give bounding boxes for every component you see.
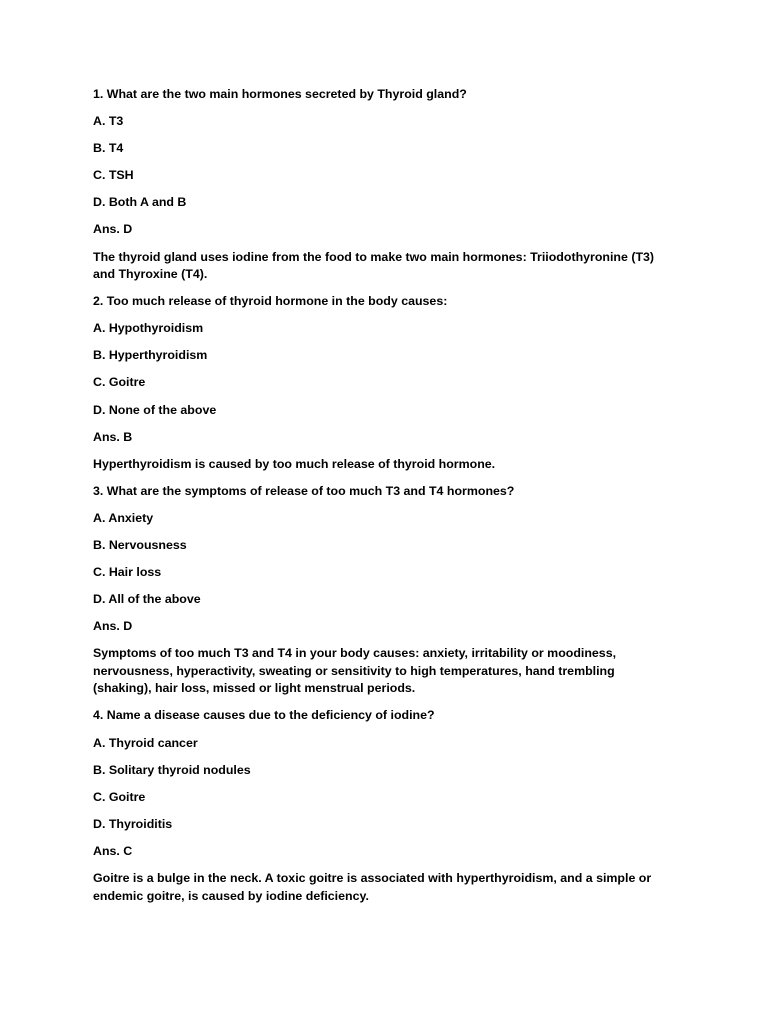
quiz-content — [93, 86, 673, 915]
question-text: 3. What are the symptoms of release of too much T3 and T4 hormones? — [93, 483, 515, 498]
option-b: B. Solitary thyroid nodules — [93, 762, 251, 777]
option-a: A. T3 — [93, 114, 124, 129]
option-d: D. Both A and B — [93, 195, 187, 210]
answer-text: Ans. B — [93, 429, 133, 444]
question-block-3 — [93, 483, 673, 698]
option-a: A. Anxiety — [93, 510, 154, 525]
option-a: A. Thyroid cancer — [93, 735, 198, 750]
answer-text: Ans. D — [93, 222, 133, 237]
answer-text: Ans. C — [93, 843, 133, 858]
option-d: D. All of the above — [93, 592, 201, 607]
option-c: C. Goitre — [93, 789, 146, 804]
explanation-text: Goitre is a bulge in the neck. A toxic goitre is associated with hyperthyroidism, and a simple or endemic goitre, is caused by iodine deficiency. — [93, 871, 652, 903]
option-a: A. Hypothyroidism — [93, 321, 204, 336]
option-c: C. Goitre — [93, 375, 146, 390]
question-block-4 — [93, 707, 673, 905]
option-b: B. Hyperthyroidism — [93, 348, 208, 363]
option-d: D. Thyroiditis — [93, 816, 173, 831]
explanation-text: Symptoms of too much T3 and T4 in your body causes: anxiety, irritability or moodiness, nervousness, hyperactivity, sweating or sensitivity to high temperatures, hand trembling (shaking), hair loss, missed or light menstrual periods. — [93, 646, 617, 696]
explanation-text: Hyperthyroidism is caused by too much release of thyroid hormone. — [93, 456, 496, 471]
question-block-2 — [93, 293, 673, 473]
option-c: C. TSH — [93, 168, 134, 183]
question-text: 4. Name a disease causes due to the deficiency of iodine? — [93, 708, 435, 723]
option-c: C. Hair loss — [93, 565, 162, 580]
question-text: 1. What are the two main hormones secreted by Thyroid gland? — [93, 87, 467, 101]
option-b: B. Nervousness — [93, 538, 187, 552]
option-d: D. None of the above — [93, 402, 217, 417]
explanation-text: The thyroid gland uses iodine from the food to make two main hormones: Triiodothyronine (T3) and Thyroxine (T4). — [93, 249, 655, 282]
question-text: 2. Too much release of thyroid hormone in the body causes: — [93, 294, 448, 309]
option-b: B. T4 — [93, 141, 124, 156]
answer-text: Ans. D — [93, 619, 133, 634]
question-block-1 — [93, 86, 673, 284]
